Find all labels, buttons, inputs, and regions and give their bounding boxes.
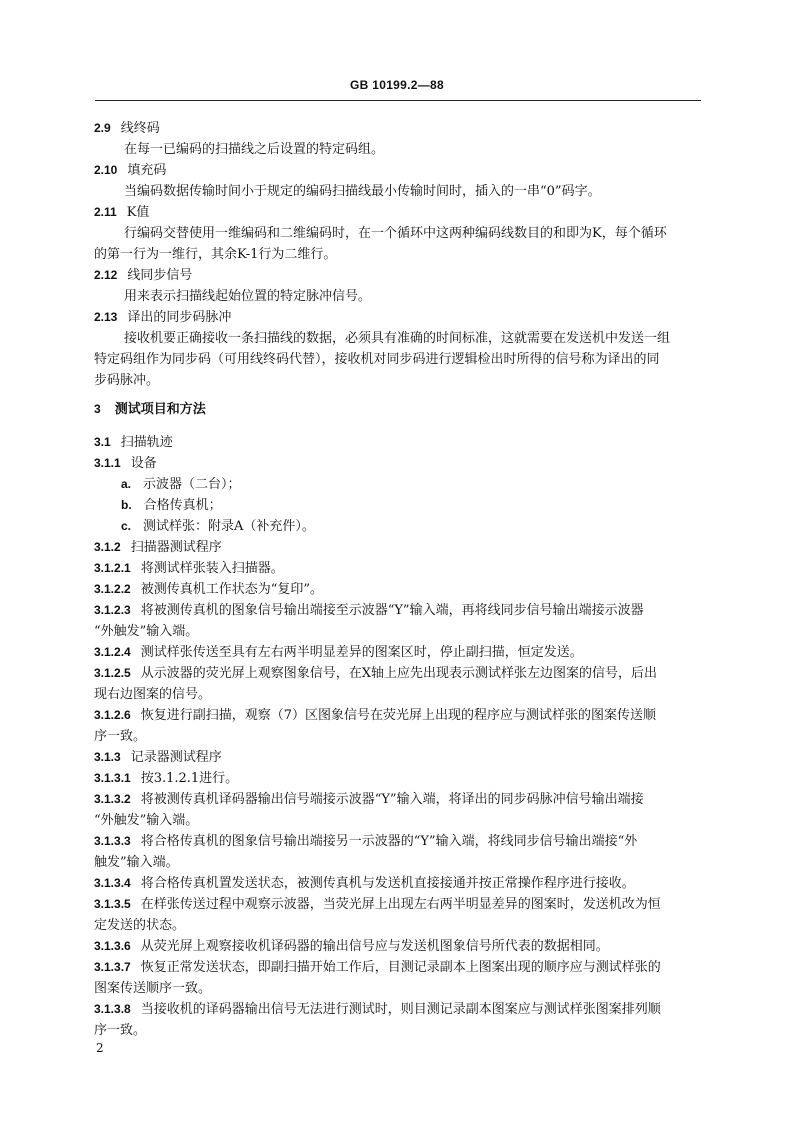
section-number: 3.1.2.3 [94, 603, 131, 617]
section-number: 3.1.3 [94, 750, 121, 764]
section-number: a. [121, 477, 132, 491]
line-text: 当编码数据传输时间小于规定的编码扫描线最小传输时间时，插入的一串“0”码字。 [124, 184, 601, 199]
section-number: 3 [94, 402, 101, 416]
list-item [94, 495, 706, 516]
line-text: 步码脉冲。 [94, 373, 160, 388]
line-text: 测试项目和方法 [114, 402, 206, 417]
section-heading [94, 160, 706, 181]
section-number: 3.1.3.4 [94, 876, 131, 890]
section-heading [94, 705, 706, 726]
section-number: 2.12 [94, 268, 118, 282]
line-text: 当接收机的译码器输出信号无法进行测试时，则目测记录副本图案应与测试样张图案排列顺 [140, 1002, 661, 1017]
body-text-line [94, 684, 706, 705]
document-body [94, 118, 706, 1041]
chapter-heading [94, 399, 706, 420]
line-text: K值 [126, 205, 150, 220]
body-text-line [94, 244, 706, 265]
section-number: c. [121, 519, 132, 533]
section-heading [94, 265, 706, 286]
body-text-line [94, 1020, 706, 1041]
body-text-line [94, 328, 706, 349]
section-heading [94, 873, 706, 894]
spacer [94, 420, 706, 432]
section-heading [94, 642, 706, 663]
line-text: 触发”输入端。 [94, 855, 179, 870]
body-text-line [94, 370, 706, 391]
section-number: 2.13 [94, 310, 118, 324]
line-text: “外触发”输入端。 [94, 624, 199, 639]
line-text: 接收机要正确接收一条扫描线的数据，必须具有准确的时间标准，这就需要在发送机中发送一组 [124, 331, 671, 346]
line-text: 恢复正常发送状态，即副扫描开始工作后，目测记录副本上图案出现的顺序应与测试样张的 [140, 960, 661, 975]
section-heading [94, 936, 706, 957]
section-number: 3.1.2.5 [94, 666, 131, 680]
line-text: 从荧光屏上观察接收机译码器的输出信号应与发送机图象信号所代表的数据相同。 [140, 939, 609, 954]
line-text: 将合格传真机置发送状态，被测传真机与发送机直接接通并按正常操作程序进行接收。 [140, 876, 635, 891]
line-text: 用来表示扫描线起始位置的特定脉冲信号。 [124, 289, 372, 304]
section-heading [94, 307, 706, 328]
line-text: 被测传真机工作状态为“复印”。 [140, 582, 323, 597]
body-text-line [94, 286, 706, 307]
line-text: 序一致。 [94, 729, 147, 744]
line-text: 线同步信号 [127, 268, 193, 283]
body-text-line [94, 139, 706, 160]
section-heading [94, 579, 706, 600]
section-number: 3.1.2.6 [94, 708, 131, 722]
line-text: 示波器（二台）； [143, 477, 241, 492]
body-text-line [94, 726, 706, 747]
section-number: 3.1.3.6 [94, 939, 131, 953]
line-text: 线终码 [120, 121, 160, 136]
line-text: 将被测传真机译码器输出信号端接示波器“Y”输入端，将译出的同步码脉冲信号输出端接 [140, 792, 644, 807]
line-text: “外触发”输入端。 [94, 813, 199, 828]
section-number: 2.10 [94, 163, 118, 177]
line-text: 记录器测试程序 [130, 750, 222, 765]
section-number: 3.1.3.5 [94, 897, 131, 911]
line-text: 扫描轨迹 [120, 435, 173, 450]
line-text: 填充码 [127, 163, 167, 178]
line-text: 扫描器测试程序 [130, 540, 222, 555]
section-heading [94, 118, 706, 139]
body-text-line [94, 349, 706, 370]
section-heading [94, 768, 706, 789]
header-rule [95, 100, 701, 101]
line-text: 从示波器的荧光屏上观察图象信号，在X轴上应先出现表示测试样张左边图案的信号，后出 [140, 666, 657, 681]
line-text: 测试样张传送至具有左右两半明显差异的图案区时，停止副扫描，恒定发送。 [140, 645, 583, 660]
section-heading [94, 558, 706, 579]
line-text: 在样张传送过程中观察示波器，当荧光屏上出现左右两半明显差异的图案时，发送机改为恒 [140, 897, 661, 912]
section-heading [94, 537, 706, 558]
line-text: 译出的同步码脉冲 [127, 310, 232, 325]
body-text-line [94, 852, 706, 873]
line-text: 现右边图案的信号。 [94, 687, 212, 702]
body-text-line [94, 223, 706, 244]
line-text: 将测试样张装入扫描器。 [140, 561, 284, 576]
section-heading [94, 453, 706, 474]
body-text-line [94, 915, 706, 936]
section-number: 3.1.2.2 [94, 582, 131, 596]
section-heading [94, 747, 706, 768]
section-number: 3.1 [94, 435, 111, 449]
line-text: 按3.1.2.1进行。 [140, 771, 239, 786]
section-heading [94, 202, 706, 223]
document-header-code: GB 10199.2—88 [350, 78, 444, 92]
line-text: 特定码组作为同步码（可用线终码代替），接收机对同步码进行逻辑检出时所得的信号称为译出的同 [94, 352, 660, 367]
line-text: 在每一已编码的扫描线之后设置的特定码组。 [124, 142, 385, 157]
section-heading [94, 600, 706, 621]
section-number: 2.9 [94, 121, 111, 135]
section-number: 3.1.2.1 [94, 561, 131, 575]
line-text: 图案传送顺序一致。 [94, 981, 212, 996]
line-text: 的第一行为一维行，其余K-1行为二维行。 [94, 247, 337, 262]
section-number: 3.1.3.3 [94, 834, 131, 848]
line-text: 设备 [130, 456, 157, 471]
line-text: 恢复进行副扫描，观察（7）区图象信号在荧光屏上出现的程序应与测试样张的图案传送顺 [140, 708, 656, 723]
section-heading [94, 999, 706, 1020]
section-number: 3.1.1 [94, 456, 121, 470]
line-text: 将合格传真机的图象信号输出端接另一示波器的“Y”输入端，将线同步信号输出端接“外 [140, 834, 638, 849]
line-text: 序一致。 [94, 1023, 147, 1038]
line-text: 将被测传真机的图象信号输出端接至示波器“Y”输入端，再将线同步信号输出端接示波器 [140, 603, 644, 618]
section-number: 3.1.2.4 [94, 645, 131, 659]
spacer [94, 391, 706, 399]
section-number: 3.1.3.2 [94, 792, 131, 806]
section-heading [94, 957, 706, 978]
section-number: 3.1.3.7 [94, 960, 131, 974]
line-text: 合格传真机； [143, 498, 222, 513]
list-item [94, 474, 706, 495]
section-number: b. [121, 498, 132, 512]
list-item [94, 516, 706, 537]
section-heading [94, 894, 706, 915]
line-text: 测试样张：附录A（补充件）。 [143, 519, 315, 534]
line-text: 行编码交替使用一维编码和二维编码时，在一个循环中这两种编码线数目的和即为K，每个循环 [124, 226, 667, 241]
section-heading [94, 432, 706, 453]
section-number: 2.11 [94, 205, 117, 219]
body-text-line [94, 810, 706, 831]
page-number: 2 [96, 1041, 104, 1055]
section-number: 3.1.2 [94, 540, 121, 554]
line-text: 定发送的状态。 [94, 918, 186, 933]
body-text-line [94, 621, 706, 642]
body-text-line [94, 978, 706, 999]
section-number: 3.1.3.1 [94, 771, 131, 785]
section-heading [94, 831, 706, 852]
section-heading [94, 663, 706, 684]
section-heading [94, 789, 706, 810]
body-text-line [94, 181, 706, 202]
section-number: 3.1.3.8 [94, 1002, 131, 1016]
